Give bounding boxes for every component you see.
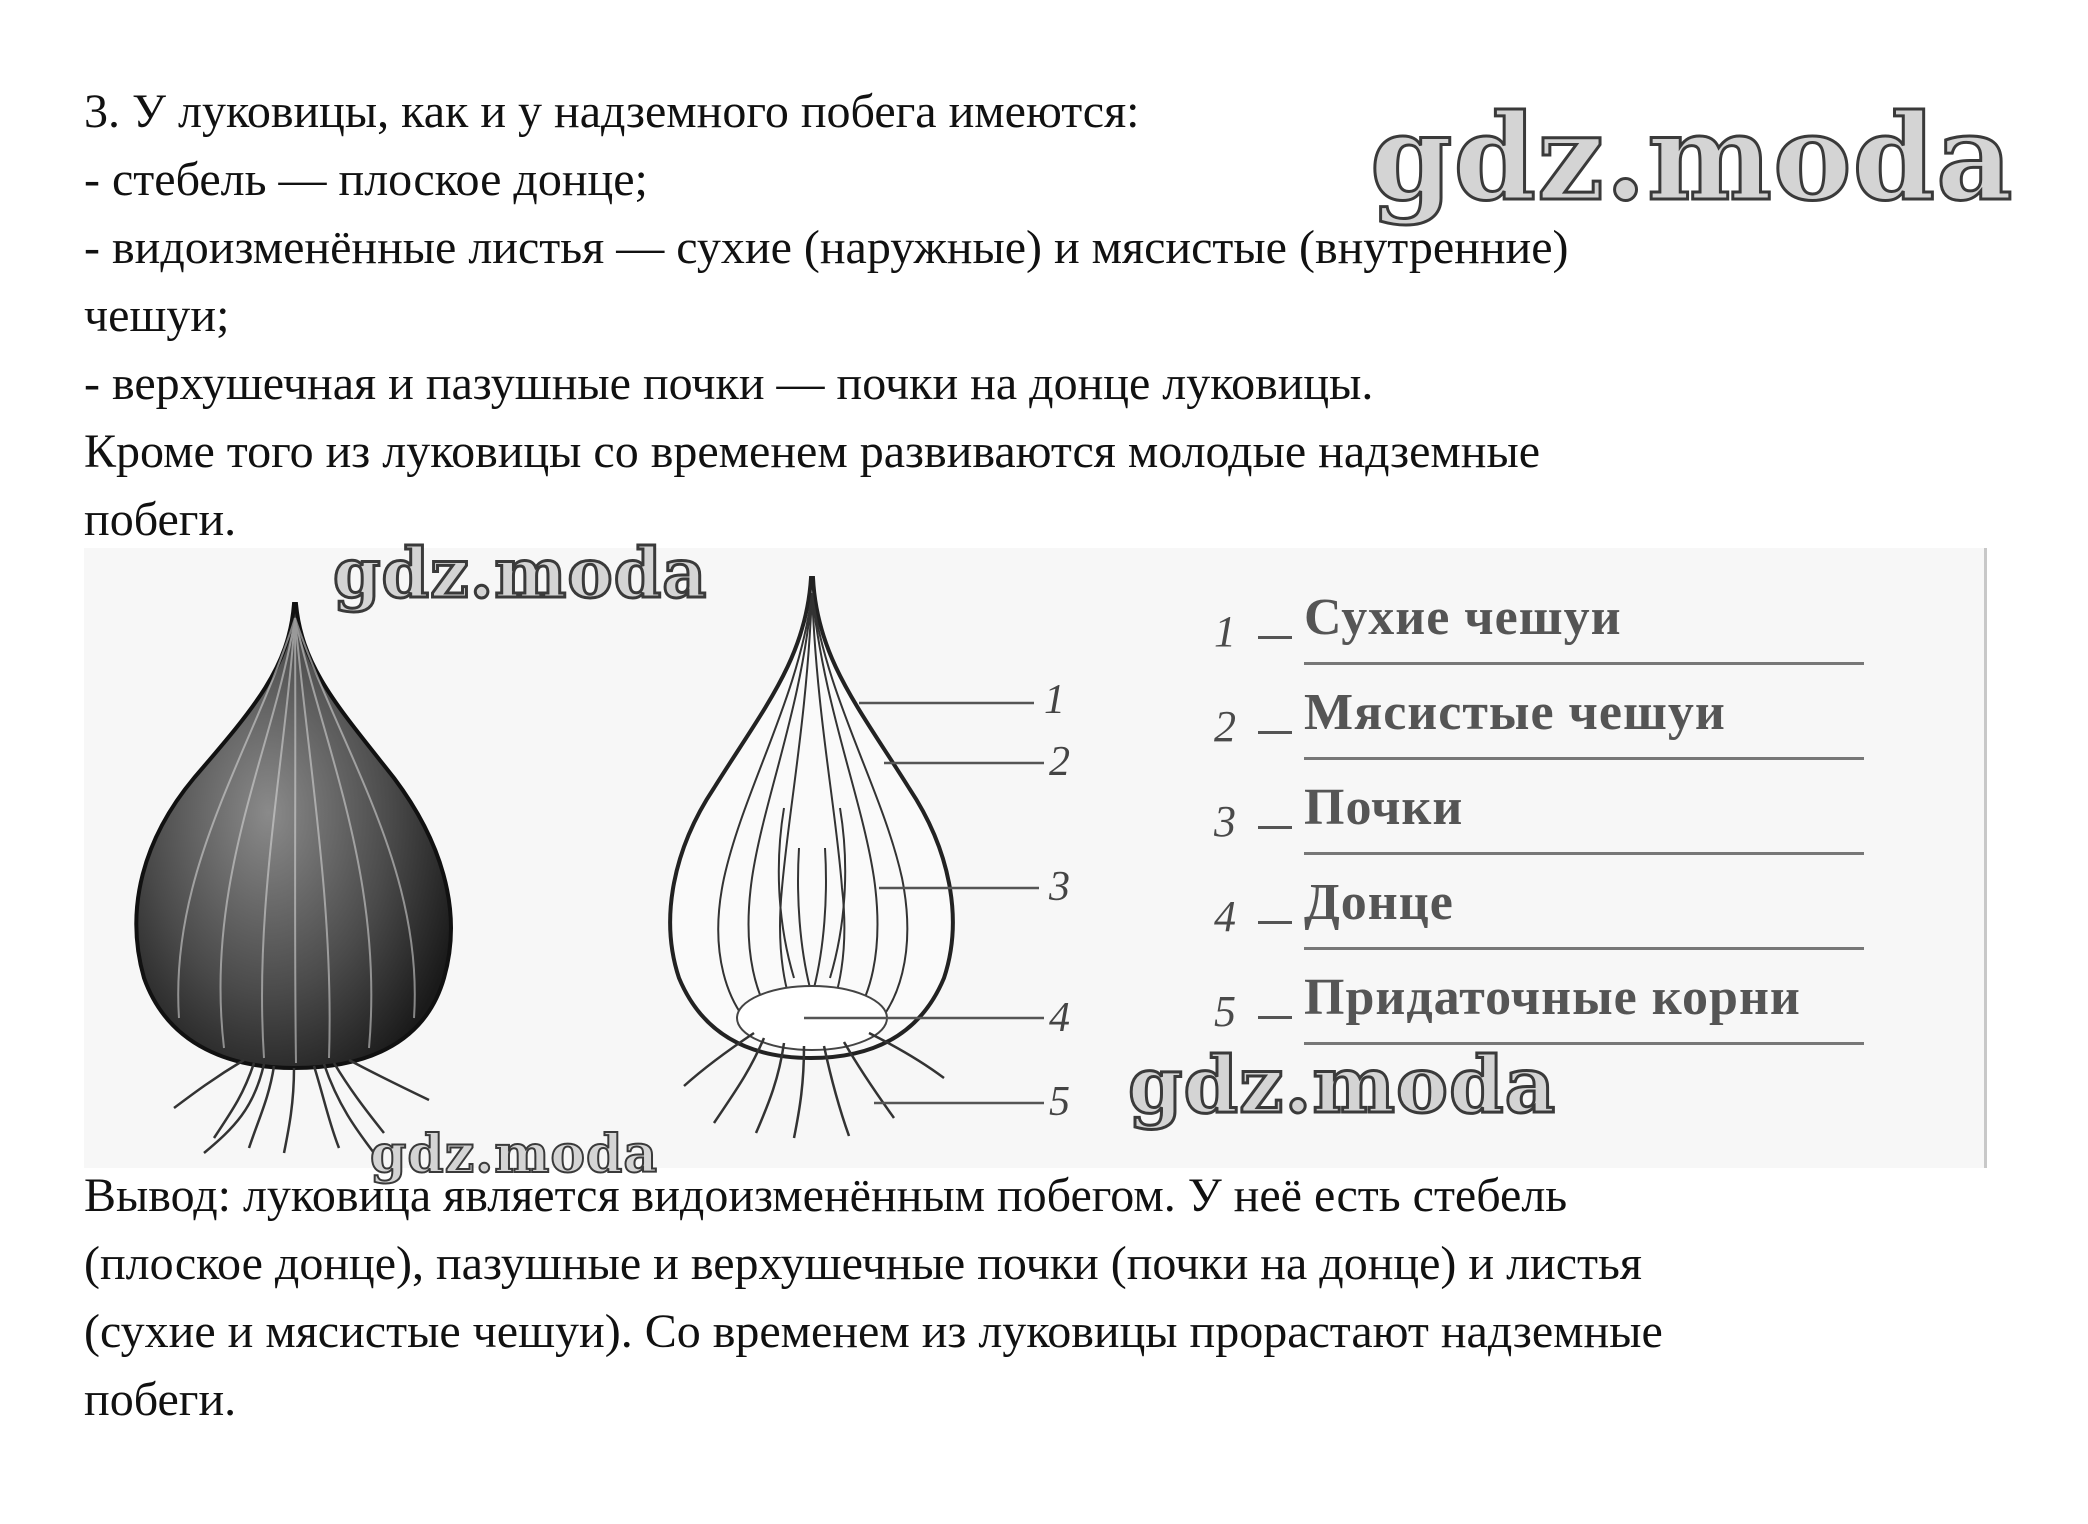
legend-item-fleshy-scales [1214, 683, 2004, 763]
conclusion-line: побеги. [84, 1373, 237, 1426]
watermark: gdz.moda [1128, 1040, 1557, 1131]
legend-underline [1304, 757, 1864, 760]
legend-label: Мясистые чешуи [1304, 684, 1726, 741]
callout-number: 4 [1049, 995, 1070, 1041]
callout-number: 5 [1049, 1079, 1070, 1125]
legend-number: 3 [1214, 797, 1236, 846]
legend-number: 4 [1214, 892, 1236, 941]
legend-label: Донце [1304, 874, 1454, 931]
conclusion-text [84, 1162, 2044, 1434]
legend-item-buds [1214, 778, 2004, 858]
intro-line: 3. У луковицы, как и у надземного побега имеются: [84, 85, 1140, 138]
bulb-figure [84, 548, 1987, 1168]
conclusion-line: (плоское донце), пазушные и верхушечные почки (почки на донце) и листья [84, 1237, 1642, 1290]
conclusion-line: (сухие и мясистые чешуи). Со временем из луковицы прорастают надземные [84, 1305, 1663, 1358]
intro-line: - видоизменённые листья — сухие (наружные) и мясистые (внутренние) [84, 221, 1569, 274]
intro-line: - стебель — плоское донце; [84, 153, 648, 206]
intro-line: побеги. [84, 493, 237, 546]
watermark: gdz.moda [333, 534, 708, 614]
conclusion-line: Вывод: луковица является видоизменённым побегом. У неё есть стебель [84, 1169, 1568, 1222]
legend-item-base [1214, 873, 2004, 953]
intro-line: Кроме того из луковицы со временем развиваются молодые надземные [84, 425, 1541, 478]
callout-number: 3 [1049, 864, 1070, 910]
legend-underline [1304, 947, 1864, 950]
legend-underline [1304, 662, 1864, 665]
cross-section-drawing [670, 578, 1044, 1138]
legend-number: 5 [1214, 987, 1236, 1036]
legend-dash [1258, 636, 1292, 639]
legend-label: Придаточные корни [1304, 969, 1801, 1026]
legend-dash [1258, 826, 1292, 829]
intro-line: чешуи; [84, 289, 230, 342]
whole-bulb-drawing [136, 604, 451, 1153]
legend-item-adventitious-roots [1214, 968, 2004, 1048]
legend-item-dry-scales [1214, 588, 2004, 668]
intro-line: - верхушечная и пазушные почки — почки на донце луковицы. [84, 357, 1374, 410]
legend-dash [1258, 731, 1292, 734]
legend-underline [1304, 852, 1864, 855]
watermark: gdz.moda [1370, 88, 2014, 227]
legend-dash [1258, 1016, 1292, 1019]
legend-dash [1258, 921, 1292, 924]
callout-number: 1 [1044, 677, 1065, 723]
legend-number: 1 [1214, 607, 1236, 656]
legend-number: 2 [1214, 702, 1236, 751]
callout-number: 2 [1049, 739, 1070, 785]
watermark: gdz.moda [370, 1124, 659, 1185]
legend-label: Почки [1304, 779, 1464, 836]
legend-label: Сухие чешуи [1304, 589, 1622, 646]
